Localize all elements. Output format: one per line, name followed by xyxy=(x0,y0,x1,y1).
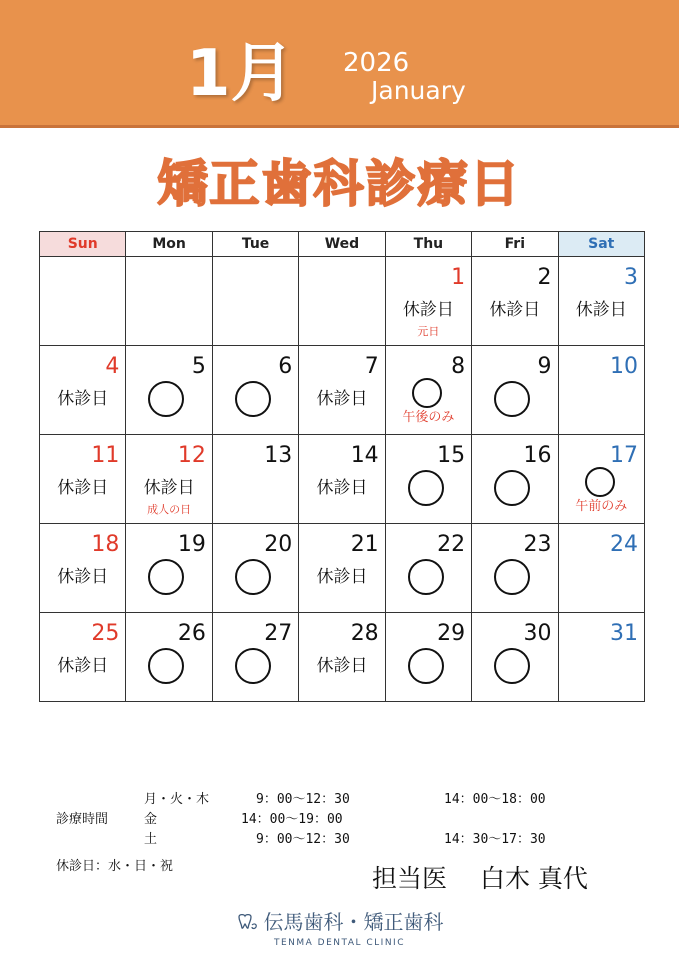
day-number: 13 xyxy=(264,443,293,468)
calendar-day-cell xyxy=(126,257,212,346)
calendar-day-cell xyxy=(385,613,471,702)
open-day-circle-icon xyxy=(408,648,444,684)
clinic-name: 伝馬歯科・矯正歯科 xyxy=(263,910,444,934)
calendar-day-cell xyxy=(40,524,126,613)
open-day-circle-icon xyxy=(494,470,530,506)
open-day-circle-icon xyxy=(408,470,444,506)
year: 2026 xyxy=(343,48,410,78)
closed-label: 休診日 xyxy=(402,300,454,320)
calendar-day-cell xyxy=(472,524,558,613)
hours-am-2: 14：00〜19：00 xyxy=(241,812,343,827)
weekday-header-row xyxy=(40,232,645,257)
weekday-header-3: Wed xyxy=(299,232,385,257)
calendar-day-cell xyxy=(472,435,558,524)
closed-label: 休診日 xyxy=(316,389,368,409)
day-number: 25 xyxy=(91,621,120,646)
closed-label: 休診日 xyxy=(316,567,368,587)
hours-days-3: 土 xyxy=(144,832,158,847)
calendar-table xyxy=(39,231,645,702)
open-day-circle-icon xyxy=(148,648,184,684)
day-note: 午前のみ xyxy=(575,499,628,514)
open-day-circle-icon xyxy=(408,559,444,595)
header-banner xyxy=(0,0,679,128)
clinic-name-english: TENMA DENTAL CLINIC xyxy=(273,938,405,948)
hours-pm-1: 14：00〜18：00 xyxy=(444,792,546,807)
closed-days-text: 休診日：水・日・祝 xyxy=(56,859,174,874)
day-number: 29 xyxy=(437,621,466,646)
month-number: 1月 xyxy=(186,37,295,111)
closed-label: 休診日 xyxy=(57,478,109,498)
day-number: 11 xyxy=(91,443,120,468)
calendar-day-cell xyxy=(385,257,471,346)
calendar-week-row xyxy=(40,435,645,524)
open-day-circle-icon xyxy=(235,381,271,417)
open-day-circle-icon xyxy=(148,559,184,595)
calendar-day-cell xyxy=(558,613,644,702)
day-number: 16 xyxy=(523,443,552,468)
day-number: 3 xyxy=(624,265,638,290)
month-english: January xyxy=(371,76,466,105)
calendar-week-row xyxy=(40,613,645,702)
weekday-header-6: Sat xyxy=(558,232,644,257)
calendar-day-cell xyxy=(40,613,126,702)
calendar-day-cell xyxy=(299,435,385,524)
calendar-day-cell xyxy=(40,257,126,346)
calendar-day-cell xyxy=(558,435,644,524)
day-number: 17 xyxy=(610,443,638,468)
day-number: 18 xyxy=(91,532,120,557)
open-day-circle-icon xyxy=(235,559,271,595)
calendar-week-row xyxy=(40,257,645,346)
closed-label: 休診日 xyxy=(57,389,109,409)
clinic-name-row xyxy=(0,908,679,938)
day-number: 5 xyxy=(191,354,206,379)
open-day-circle-icon xyxy=(585,467,615,497)
calendar-day-cell xyxy=(472,346,558,435)
calendar-day-cell xyxy=(558,257,644,346)
calendar-day-cell xyxy=(126,346,212,435)
calendar-day-cell xyxy=(40,346,126,435)
weekday-header-1: Mon xyxy=(126,232,212,257)
day-note: 元日 xyxy=(417,325,440,338)
open-day-circle-icon xyxy=(235,648,271,684)
day-number: 28 xyxy=(350,621,379,646)
day-note: 成人の日 xyxy=(147,503,192,516)
day-number: 21 xyxy=(350,532,379,557)
calendar-day-cell xyxy=(385,524,471,613)
day-number: 30 xyxy=(523,621,552,646)
day-number: 14 xyxy=(350,443,379,468)
day-number: 12 xyxy=(177,443,206,468)
day-number: 27 xyxy=(264,621,293,646)
day-number: 7 xyxy=(364,354,379,379)
hours-days-1: 月・火・木 xyxy=(144,792,210,807)
calendar-day-cell xyxy=(558,346,644,435)
closed-label: 休診日 xyxy=(489,300,541,320)
open-day-circle-icon xyxy=(148,381,184,417)
closed-label: 休診日 xyxy=(316,656,368,676)
calendar-day-cell xyxy=(126,524,212,613)
calendar-week-row xyxy=(40,346,645,435)
weekday-header-4: Thu xyxy=(385,232,471,257)
day-number: 31 xyxy=(610,621,638,646)
day-number: 1 xyxy=(451,265,466,290)
open-day-circle-icon xyxy=(494,559,530,595)
calendar-day-cell xyxy=(212,346,298,435)
page-title: 矯正歯科診療日 xyxy=(157,155,522,213)
calendar-day-cell xyxy=(212,524,298,613)
calendar-body xyxy=(40,257,645,702)
day-number: 8 xyxy=(451,354,466,379)
calendar-day-cell xyxy=(299,524,385,613)
calendar-day-cell xyxy=(126,613,212,702)
open-day-circle-icon xyxy=(494,381,530,417)
day-number: 4 xyxy=(105,354,120,379)
weekday-header-0: Sun xyxy=(40,232,126,257)
day-number: 24 xyxy=(610,532,638,557)
calendar-day-cell xyxy=(212,257,298,346)
day-number: 26 xyxy=(177,621,206,646)
day-number: 15 xyxy=(437,443,466,468)
calendar-day-cell xyxy=(558,524,644,613)
day-number: 19 xyxy=(177,532,206,557)
closed-label: 休診日 xyxy=(57,656,109,676)
day-note: 午後のみ xyxy=(402,410,455,425)
calendar-day-cell xyxy=(126,435,212,524)
closed-label: 休診日 xyxy=(143,478,195,498)
calendar-day-cell xyxy=(212,613,298,702)
calendar-day-cell xyxy=(212,435,298,524)
closed-label: 休診日 xyxy=(575,300,627,320)
day-number: 9 xyxy=(537,354,552,379)
day-number: 10 xyxy=(610,354,638,379)
weekday-header-5: Fri xyxy=(472,232,558,257)
day-number: 23 xyxy=(523,532,552,557)
closed-label: 休診日 xyxy=(57,567,109,587)
day-number: 20 xyxy=(264,532,293,557)
calendar-day-cell xyxy=(385,435,471,524)
open-day-circle-icon xyxy=(412,378,442,408)
calendar-day-cell xyxy=(299,613,385,702)
calendar-day-cell xyxy=(472,257,558,346)
hours-am-1: 9：00〜12：30 xyxy=(256,792,350,807)
doctor-name: 担当医 白木 真代 xyxy=(372,864,588,893)
day-number: 2 xyxy=(537,265,552,290)
day-number: 22 xyxy=(437,532,466,557)
calendar-day-cell xyxy=(299,257,385,346)
hours-days-2: 金 xyxy=(144,812,158,827)
hours-pm-3: 14：30〜17：30 xyxy=(444,832,546,847)
hours-label: 診療時間 xyxy=(56,812,109,827)
hours-am-3: 9：00〜12：30 xyxy=(256,832,350,847)
calendar-day-cell xyxy=(40,435,126,524)
open-day-circle-icon xyxy=(494,648,530,684)
calendar-day-cell xyxy=(385,346,471,435)
calendar-day-cell xyxy=(472,613,558,702)
tooth-logo-icon xyxy=(236,910,258,938)
calendar-day-cell xyxy=(299,346,385,435)
calendar-week-row xyxy=(40,524,645,613)
day-number: 6 xyxy=(278,354,293,379)
weekday-header-2: Tue xyxy=(212,232,298,257)
closed-label: 休診日 xyxy=(316,478,368,498)
